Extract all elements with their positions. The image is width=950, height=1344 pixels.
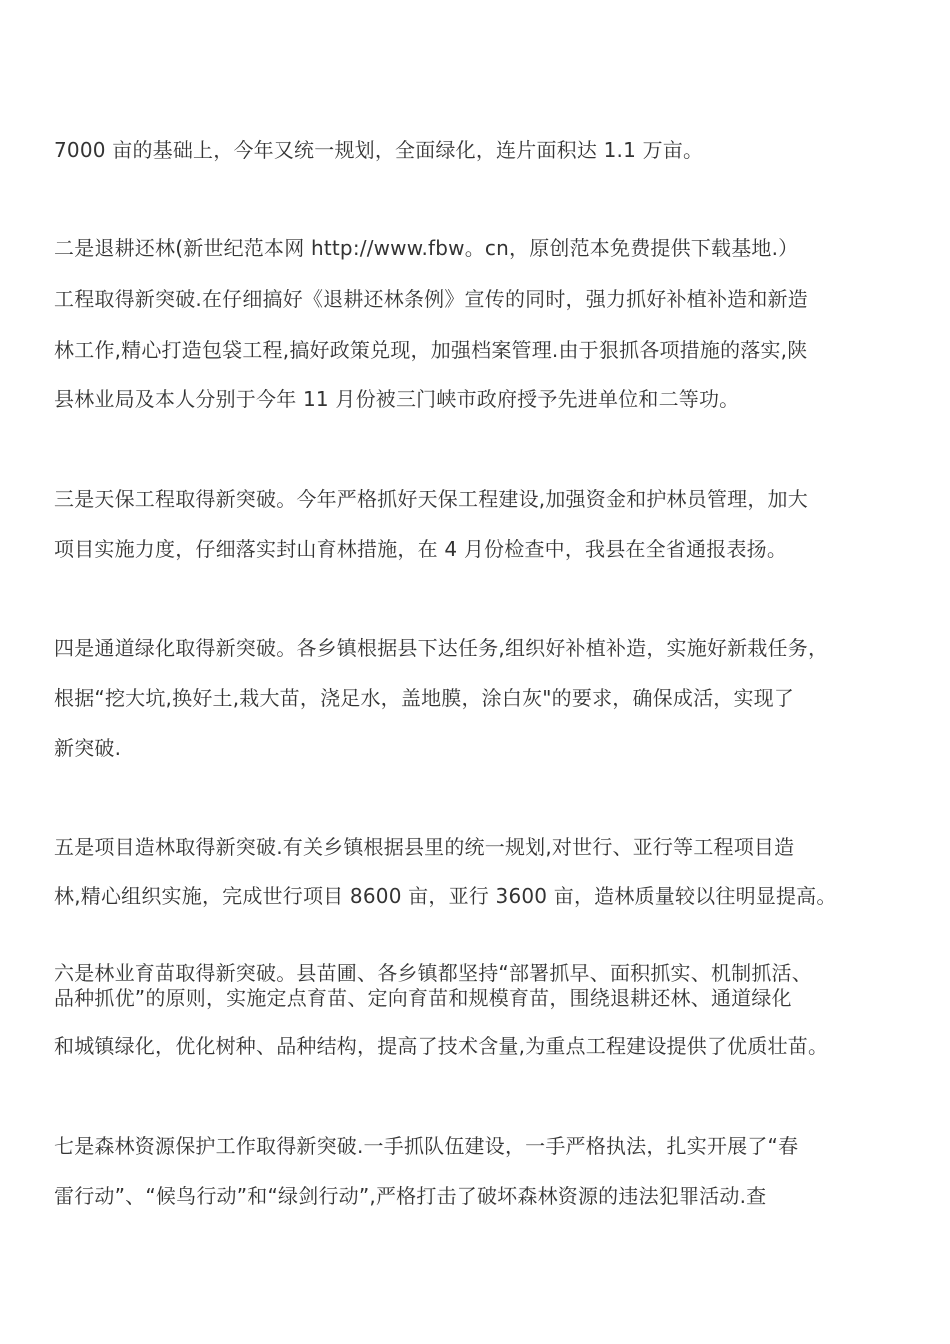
text-line: 林,精心组织实施，完成世行项目 8600 亩，亚行 3600 亩，造林质量较以往明显提高。 [54, 884, 837, 908]
text-line: 县林业局及本人分别于今年 11 月份被三门峡市政府授予先进单位和二等功。 [54, 387, 740, 411]
text-line: 雷行动”、“候鸟行动”和“绿剑行动”,严格打击了破坏森林资源的违法犯罪活动.查 [54, 1184, 767, 1208]
text-line: 根据“挖大坑,换好土,栽大苗，浇足水，盖地膜，涂白灰"的要求，确保成活，实现了 [54, 686, 795, 710]
text-line: 四是通道绿化取得新突破。各乡镇根据县下达任务,组织好补植补造，实施好新栽任务， [54, 636, 829, 660]
text-line: 项目实施力度，仔细落实封山育林措施，在 4 月份检查中，我县在全省通报表扬。 [54, 537, 788, 561]
text-line: 和城镇绿化，优化树种、品种结构，提高了技术含量,为重点工程建设提供了优质壮苗。 [54, 1034, 829, 1058]
text-line: 七是森林资源保护工作取得新突破.一手抓队伍建设，一手严格执法，扎实开展了“春 [54, 1134, 799, 1158]
text-line: 新突破. [54, 736, 122, 760]
text-line: 品种抓优”的原则，实施定点育苗、定向育苗和规模育苗，围绕退耕还林、通道绿化 [54, 986, 792, 1010]
text-line: 林工作,精心打造包袋工程,搞好政策兑现，加强档案管理.由于狠抓各项措施的落实,陕 [54, 338, 808, 362]
text-line: 工程取得新突破.在仔细搞好《退耕还林条例》宣传的同时，强力抓好补植补造和新造 [54, 287, 808, 311]
text-line: 二是退耕还林(新世纪范本网 http://www.fbw。cn，原创范本免费提供下载基地.） [54, 236, 799, 260]
text-line: 六是林业育苗取得新突破。县苗圃、各乡镇都坚持“部署抓早、面积抓实、机制抓活、 [54, 961, 812, 985]
text-line: 7000 亩的基础上，今年又统一规划，全面绿化，连片面积达 1.1 万亩。 [54, 138, 704, 162]
text-line: 三是天保工程取得新突破。今年严格抓好天保工程建设,加强资金和护林员管理，加大 [54, 487, 808, 511]
text-line: 五是项目造林取得新突破.有关乡镇根据县里的统一规划,对世行、亚行等工程项目造 [54, 835, 795, 859]
